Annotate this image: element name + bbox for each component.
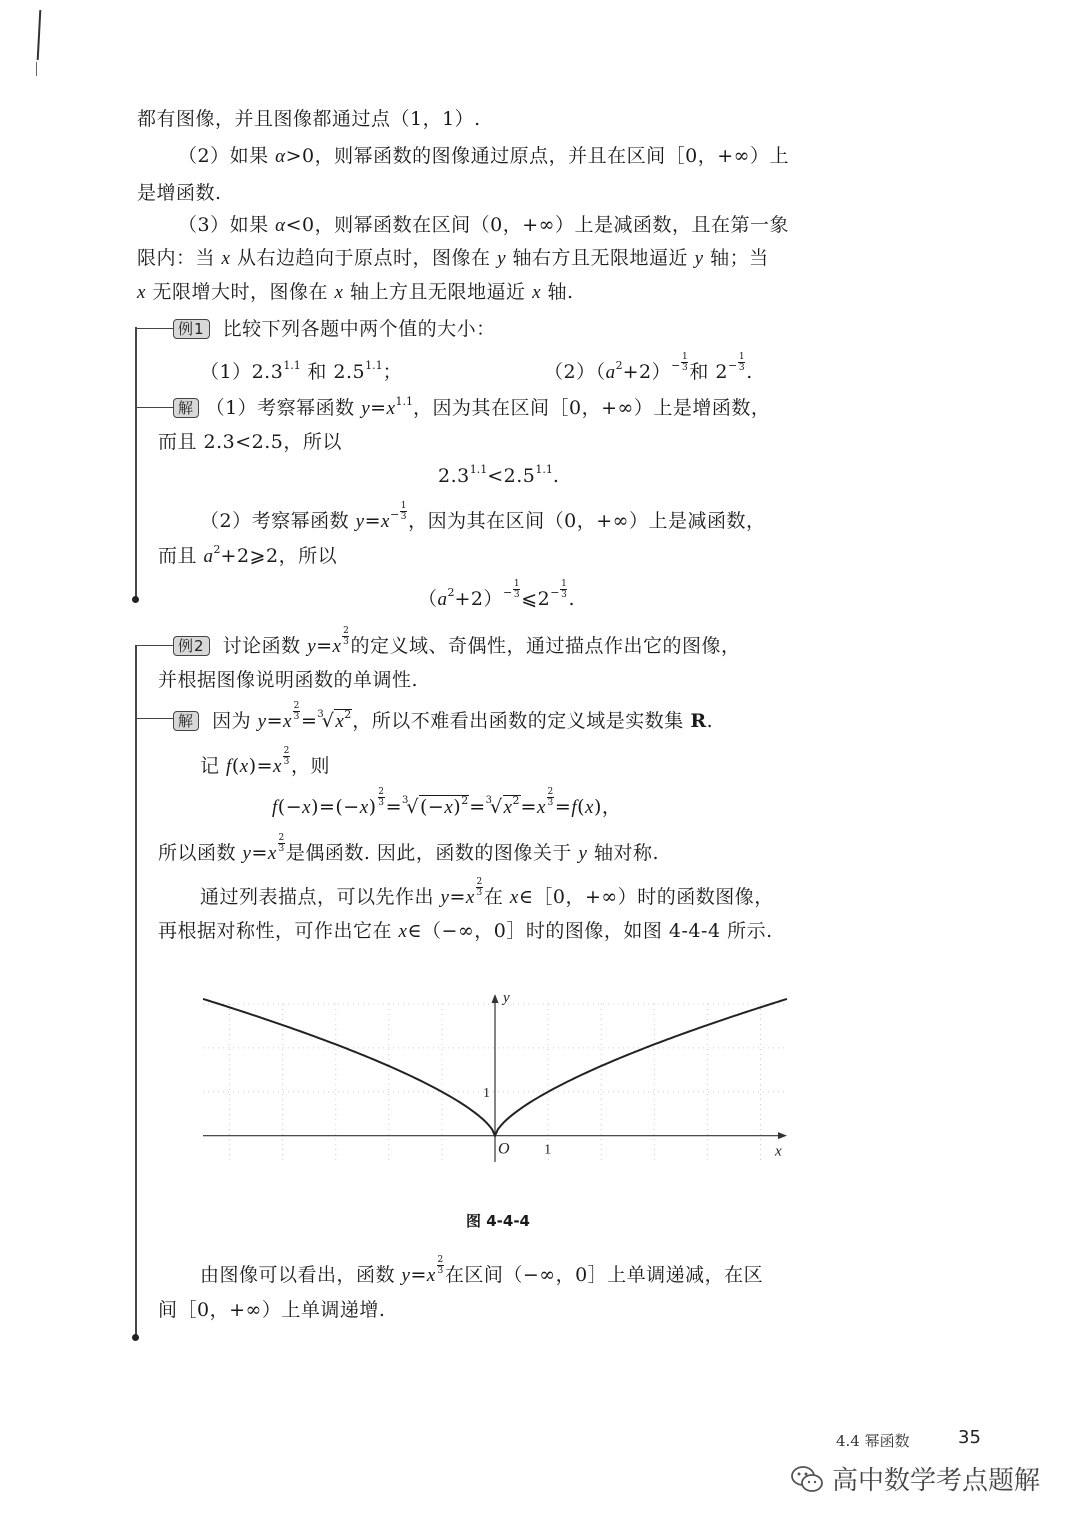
example1-bracket-end xyxy=(132,596,139,603)
solution2-equation: f(−x)=(−x) $\frac{2}{3}$ $=^3√(-x)^2=^3√x^2=x$ $\frac{2}{3}$ =f(x)， xyxy=(272,786,622,818)
margin-mark xyxy=(37,10,42,60)
example1-question: 例1 比较下列各题中两个值的大小： xyxy=(173,316,496,342)
example2-bracket-end xyxy=(132,1334,139,1341)
solution2-line1: 解 因为 y=x $\frac{2}{3}$ $=^3√x^2$，所以不难看出函数的定义域是实数集 R. xyxy=(173,708,713,738)
footer-section-title: 4.4 幂函数 xyxy=(836,1432,910,1450)
paragraph-line: 都有图像，并且图像都通过点（1，1）. xyxy=(137,108,481,130)
solution1-part2-line1: （2）考察幂函数 y=x− $\frac{1}{3}$ ，因为其在区间（0，+∞）上是减函数， xyxy=(200,500,766,532)
solution1-line1: 解 （1）考察幂函数 $y=x^{1.1}$，因为其在区间［0，+∞）上是增函数， xyxy=(173,395,770,424)
y-axis-label: y xyxy=(503,990,510,1006)
solution1-part2-result: $(a^2+2)^-$ $\frac{1}{3}$ ⩽2− $\frac{1}{3}$ . xyxy=(418,578,576,610)
example1-bracket-top xyxy=(135,328,173,329)
example1-item1: $(1)2.3^{1.1}$ 和 $2.5^{1.1}$； xyxy=(200,359,403,383)
solution1-tag: 解 xyxy=(173,398,199,418)
example2-bracket xyxy=(135,645,137,1337)
x-axis-arrow xyxy=(778,1132,787,1139)
x-tick-1: 1 xyxy=(544,1142,552,1158)
example2-question-line2: 并根据图像说明函数的单调性. xyxy=(158,669,419,691)
solution2-line5: 再根据对称性，可作出它在 x∈（−∞，0］时的图像，如图 4-4-4 所示. xyxy=(158,920,773,942)
watermark-text: 高中数学考点题解 xyxy=(832,1466,1041,1496)
paragraph-line: （2）如果 α>0，则幂函数的图像通过原点，并且在区间［0，+∞）上 xyxy=(178,145,789,167)
example1-item2: $(2)(a^2+2)^-$ $\frac{1}{3}$ 和 2− $\frac{1}{3}$ . xyxy=(544,351,753,383)
page-number: 35 xyxy=(958,1427,981,1448)
example2-bracket-top xyxy=(135,645,173,646)
example1-bracket xyxy=(135,327,137,599)
solution2-tag: 解 xyxy=(173,711,199,731)
solution1-result: $2.3^{1.1}<2.5^{1.1}$. xyxy=(438,463,560,487)
conclusion-line1: 由图像可以看出，函数 y=x $\frac{2}{3}$ 在区间（−∞，0］上单调递减，在区 xyxy=(200,1254,764,1286)
solution1-line2: 而且 2.3<2.5，所以 xyxy=(158,431,342,453)
y-axis-arrow xyxy=(492,994,499,1003)
example2-tag: 例2 xyxy=(173,636,210,656)
wechat-icon xyxy=(790,1464,824,1494)
margin-mark-small xyxy=(36,62,37,76)
origin-label: O xyxy=(498,1140,510,1158)
solution2-line3: 所以函数 y=x $\frac{2}{3}$ 是偶函数. 因此，函数的图像关于 y 轴对称. xyxy=(158,832,659,864)
y-tick-1: 1 xyxy=(483,1085,490,1101)
example1-tag: 例1 xyxy=(173,319,210,339)
x-axis-label: x xyxy=(775,1143,782,1160)
figure-caption: 图 4-4-4 xyxy=(466,1212,530,1230)
example2-question-line1: 例2 讨论函数 y=x $\frac{2}{3}$ 的定义域、奇偶性，通过描点作出它的图像， xyxy=(173,633,741,660)
solution2-line4: 通过列表描点，可以先作出 y=x $\frac{2}{3}$ 在 x∈［0，+∞）时的函数图像， xyxy=(200,876,774,908)
paragraph-line: （3）如果 α<0，则幂函数在区间（0，+∞）上是减函数，且在第一象 xyxy=(178,214,789,236)
conclusion-line2: 间［0，+∞）上单调递增. xyxy=(158,1299,386,1321)
paragraph-line: 是增函数. xyxy=(137,182,222,204)
solution1-part2-line2: 而且 $a^2+2⩾2$，所以 xyxy=(158,543,338,567)
solution2-bracket-mark xyxy=(135,718,173,719)
solution1-bracket-mark xyxy=(135,407,173,408)
watermark xyxy=(790,1460,1040,1497)
power-function-graph xyxy=(195,986,795,1198)
paragraph-line: 限内：当 x 从右边趋向于原点时，图像在 y 轴右方且无限地逼近 y 轴；当 xyxy=(137,247,769,269)
solution2-line2: 记 f(x)=x $\frac{2}{3}$ ，则 xyxy=(200,745,330,777)
paragraph-line: x 无限增大时，图像在 x 轴上方且无限地逼近 x 轴. xyxy=(137,281,574,303)
